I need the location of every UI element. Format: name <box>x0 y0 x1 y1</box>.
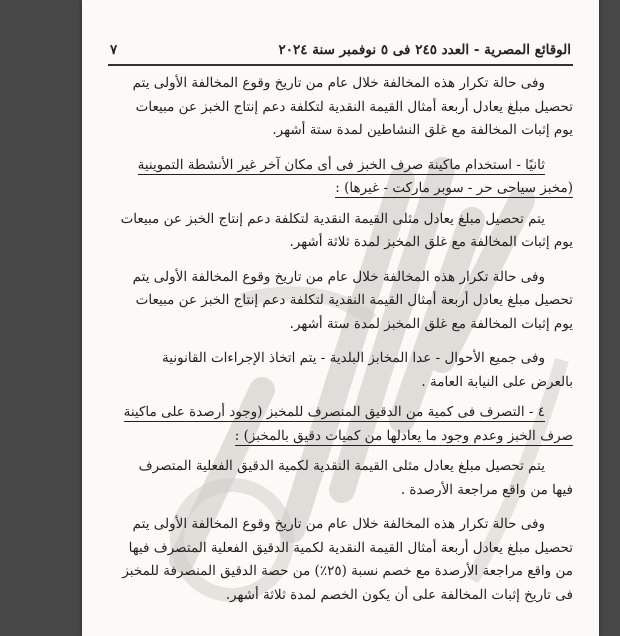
section-heading-line: ثانيًا - استخدام ماكينة صرف الخبز فى أى مكان آخر غير الأنشطة التموينية <box>137 156 545 173</box>
document-page <box>82 0 599 636</box>
text-line: وفى حالة تكرار هذه المخالفة خلال عام من تاريخ وقوع المخالفة الأولى يتم <box>132 516 545 532</box>
text-line: وفى جميع الأحوال - عدا المخابز البلدية - يتم اتخاذ الإجراءات القانونية <box>162 350 545 366</box>
header-divider <box>108 64 573 66</box>
text-line: يوم إثبات المخالفة مع غلق المخبز لمدة ستة أشهر. <box>289 315 573 332</box>
text-line: فيها من واقع مراجعة الأرصدة . <box>400 481 573 498</box>
text-line: بالعرض على النيابة العامة . <box>421 373 573 390</box>
page-number: ٧ <box>110 42 118 58</box>
text-line: فى تاريخ إثبات المخالفة على أن يكون الخصم لمدة ثلاثة أشهر. <box>225 586 573 603</box>
text-line: تحصيل مبلغ يعادل أربعة أمثال القيمة النقدية لكمية الدقيق الفعلية المتصرف فيها <box>128 539 573 556</box>
header-title: الوقائع المصرية - العدد ٢٤٥ فى ٥ نوفمبر سنة ٢٠٢٤ <box>278 42 571 58</box>
text-line: وفى حالة تكرار هذه المخالفة خلال عام من تاريخ وقوع المخالفة الأولى يتم <box>132 75 545 91</box>
text-line: تحصيل مبلغ يعادل أربعة أمثال القيمة النقدية لتكلفة دعم إنتاج الخبز عن مبيعات <box>135 98 573 115</box>
section-heading-line: (مخبز سياحى حر - سوبر ماركت - غيرها) : <box>335 180 573 196</box>
text-line: يتم تحصيل مبلغ يعادل مثلى القيمة النقدية لكمية الدقيق الفعلية المتصرف <box>138 458 545 474</box>
text-line: وفى حالة تكرار هذه المخالفة خلال عام من تاريخ وقوع المخالفة الأولى يتم <box>132 268 545 285</box>
section-heading-line: صرف الخبز وعدم وجود ما يعادلها من كميات دقيق بالمخبز) : <box>234 427 573 444</box>
page-header <box>110 37 571 63</box>
text-line: يوم إثبات المخالفة مع غلق النشاطين لمدة ستة أشهر. <box>272 122 573 138</box>
text-line: تحصيل مبلغ يعادل أربعة أمثال القيمة النقدية لتكلفة دعم إنتاج الخبز عن مبيعات <box>135 292 573 308</box>
section-heading-line: ٤ - التصرف فى كمية من الدقيق المنصرف للمخبز (وجود أرصدة على ماكينة <box>123 404 545 420</box>
document-body <box>108 72 573 607</box>
text-line: يوم إثبات المخالفة مع غلق المخبز لمدة ثلاثة أشهر. <box>289 234 573 250</box>
text-line: يتم تحصيل مبلغ يعادل مثلى القيمة النقدية لتكلفة دعم إنتاج الخبز عن مبيعات <box>120 210 545 227</box>
text-line: من واقع مراجعة الأرصدة مع خصم نسبة (٢٥٪) من حصة الدقيق المنصرفة للمخبز <box>122 563 573 579</box>
